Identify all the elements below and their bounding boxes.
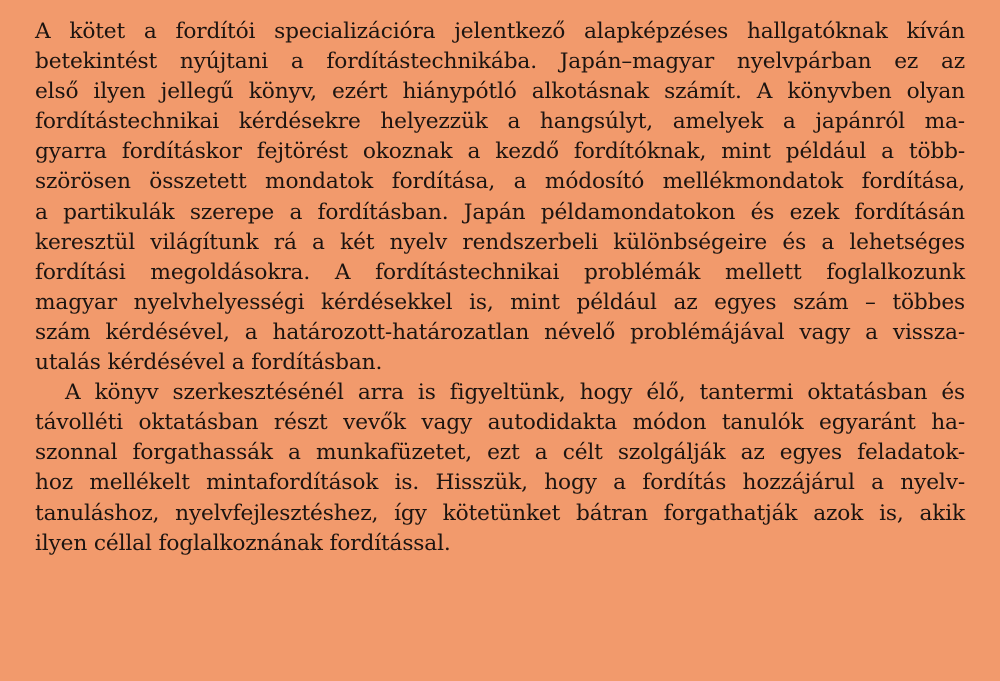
- text-line: első ilyen jellegű könyv, ezért hiánypótló alkotásnak számít. A könyvben olyan: [35, 79, 965, 105]
- text-line: ilyen céllal foglalkoznának fordítással.: [35, 530, 451, 556]
- text-line: utalás kérdésével a fordításban.: [35, 350, 383, 376]
- text-line: A könyv szerkesztésénél arra is figyeltünk, hogy élő, tantermi oktatásban és: [65, 380, 965, 406]
- text-line: betekintést nyújtani a fordítástechnikába. Japán–magyar nyelvpárban ez az: [35, 49, 965, 75]
- text-line: távolléti oktatásban részt vevők vagy autodidakta módon tanulók egyaránt ha-: [35, 410, 965, 436]
- text-line: keresztül világítunk rá a két nyelv rendszerbeli különbségeire és a lehetséges: [35, 229, 965, 255]
- text-line: gyarra fordításkor fejtörést okoznak a kezdő fordítóknak, mint például a több-: [35, 139, 965, 165]
- text-line: magyar nyelvhelyességi kérdésekkel is, mint például az egyes szám – többes: [35, 289, 965, 315]
- text-line: hoz mellékelt mintafordítások is. Hisszük, hogy a fordítás hozzájárul a nyelv-: [35, 470, 965, 496]
- paragraph-1: [35, 17, 965, 378]
- text-line: tanuláshoz, nyelvfejlesztéshez, így kötetünket bátran forgathatják azok is, akik: [35, 500, 965, 526]
- text-line: fordítási megoldásokra. A fordítástechnikai problémák mellett foglalkozunk: [35, 259, 965, 285]
- text-line: szörösen összetett mondatok fordítása, a módosító mellékmondatok fordítása,: [35, 169, 965, 195]
- text-line: fordítástechnikai kérdésekre helyezzük a hangsúlyt, amelyek a japánról ma-: [35, 109, 965, 135]
- text-line: A kötet a fordítói specializációra jelentkező alapképzéses hallgatóknak kíván: [35, 19, 965, 44]
- text-line: szonnal forgathassák a munkafüzetet, ezt a célt szolgálják az egyes feladatok-: [35, 440, 965, 466]
- text-line: a partikulák szerepe a fordításban. Japán példamondatokon és ezek fordításán: [35, 199, 965, 225]
- text-line: szám kérdésével, a határozott-határozatlan névelő problémájával vagy a vissza-: [35, 319, 965, 345]
- paragraph-2: [35, 378, 965, 559]
